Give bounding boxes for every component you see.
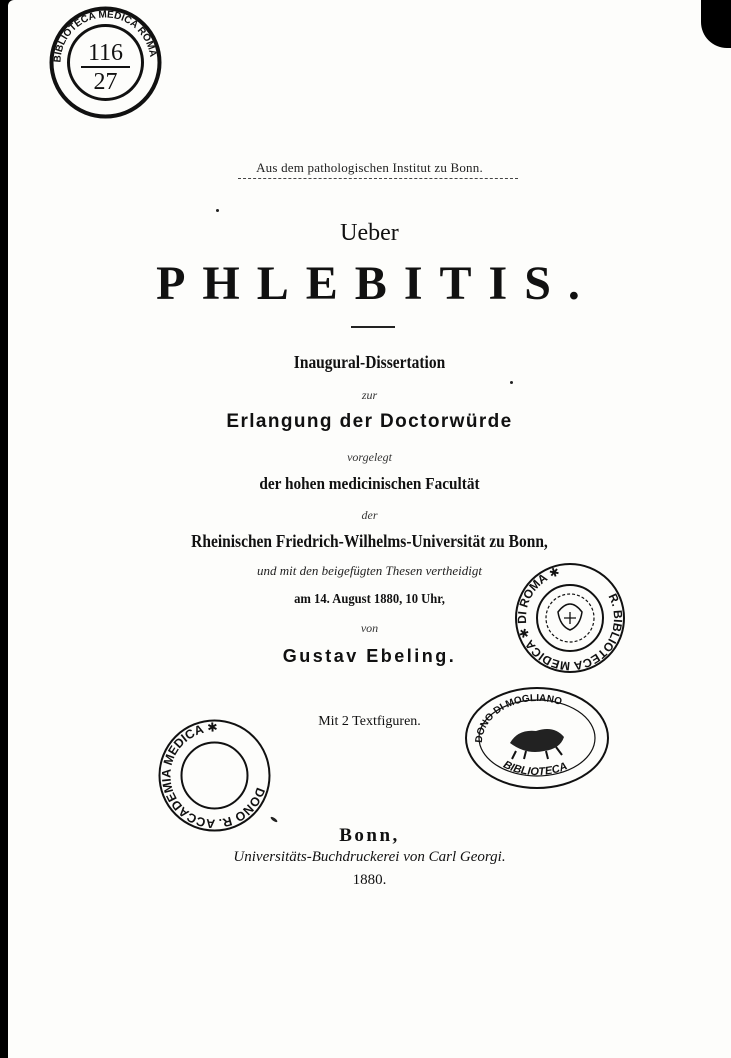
institute-line: Aus dem pathologischen Institut zu Bonn. [256,160,483,175]
degree-purpose: Erlangung der Doctorwürde [226,411,513,432]
imprint-city: Bonn, [339,825,400,846]
kicker-underline [238,178,518,179]
oval-top-text: DONO DI MOGLIANO [473,692,564,744]
catalog-number-bottom: 27 [93,69,118,95]
university-line: Rheinischen Friedrich-Wilhelms-Universität zu Bonn, [191,531,548,551]
donation-oval-stamp [464,685,610,791]
connector-vorgelegt: vorgelegt [347,450,392,464]
svg-text:BIBLIOTECA [501,759,569,778]
animal-emblem-icon [510,729,564,759]
dissertation-type: Inaugural-Dissertation [293,352,446,372]
catalog-number-top: 116 [87,40,124,66]
theses-line: und mit den beigefügten Thesen vertheidigt [257,563,482,578]
oval-bottom-text: BIBLIOTECA [501,758,570,779]
title-divider [351,326,395,328]
defense-date: am 14. August 1880, 10 Uhr, [294,592,445,607]
imprint-year: 1880. [352,872,387,888]
connector-zur: zur [361,388,378,402]
author-name: Gustav Ebeling. [282,646,457,666]
scan-speck [510,381,513,384]
document-page [8,0,731,1058]
title-preposition: Ueber [340,220,399,246]
crest-emblem-icon [546,594,594,642]
imprint-printer: Universitäts-Buchdruckerei von Carl Georgi. [233,849,506,865]
accademia-medica-stamp [157,718,272,833]
catalog-number-stamp [48,5,163,120]
connector-von: von [360,621,379,635]
catalog-ring-text: BIBLIOTECA MEDICA ROMA [52,9,159,63]
biblioteca-medica-stamp [514,562,626,674]
accademia-ring-text: DONO R. ACCADEMIA MEDICA ✱ [159,720,268,831]
main-title: PHLEBITIS. [156,257,597,310]
svg-text:DONO R. ACCADEMIA MEDICA ✱ [157,718,272,833]
biblioteca-medica-ring-text: R. BIBLIOTECA MEDICA ✱ DI ROMA ✱ [514,564,626,674]
faculty-line: der hohen medicinischen Facultät [259,474,480,493]
figures-note: Mit 2 Textfiguren. [318,714,421,729]
page-edge-notch [701,0,731,48]
scan-speck [216,209,219,212]
connector-der: der [361,508,378,522]
